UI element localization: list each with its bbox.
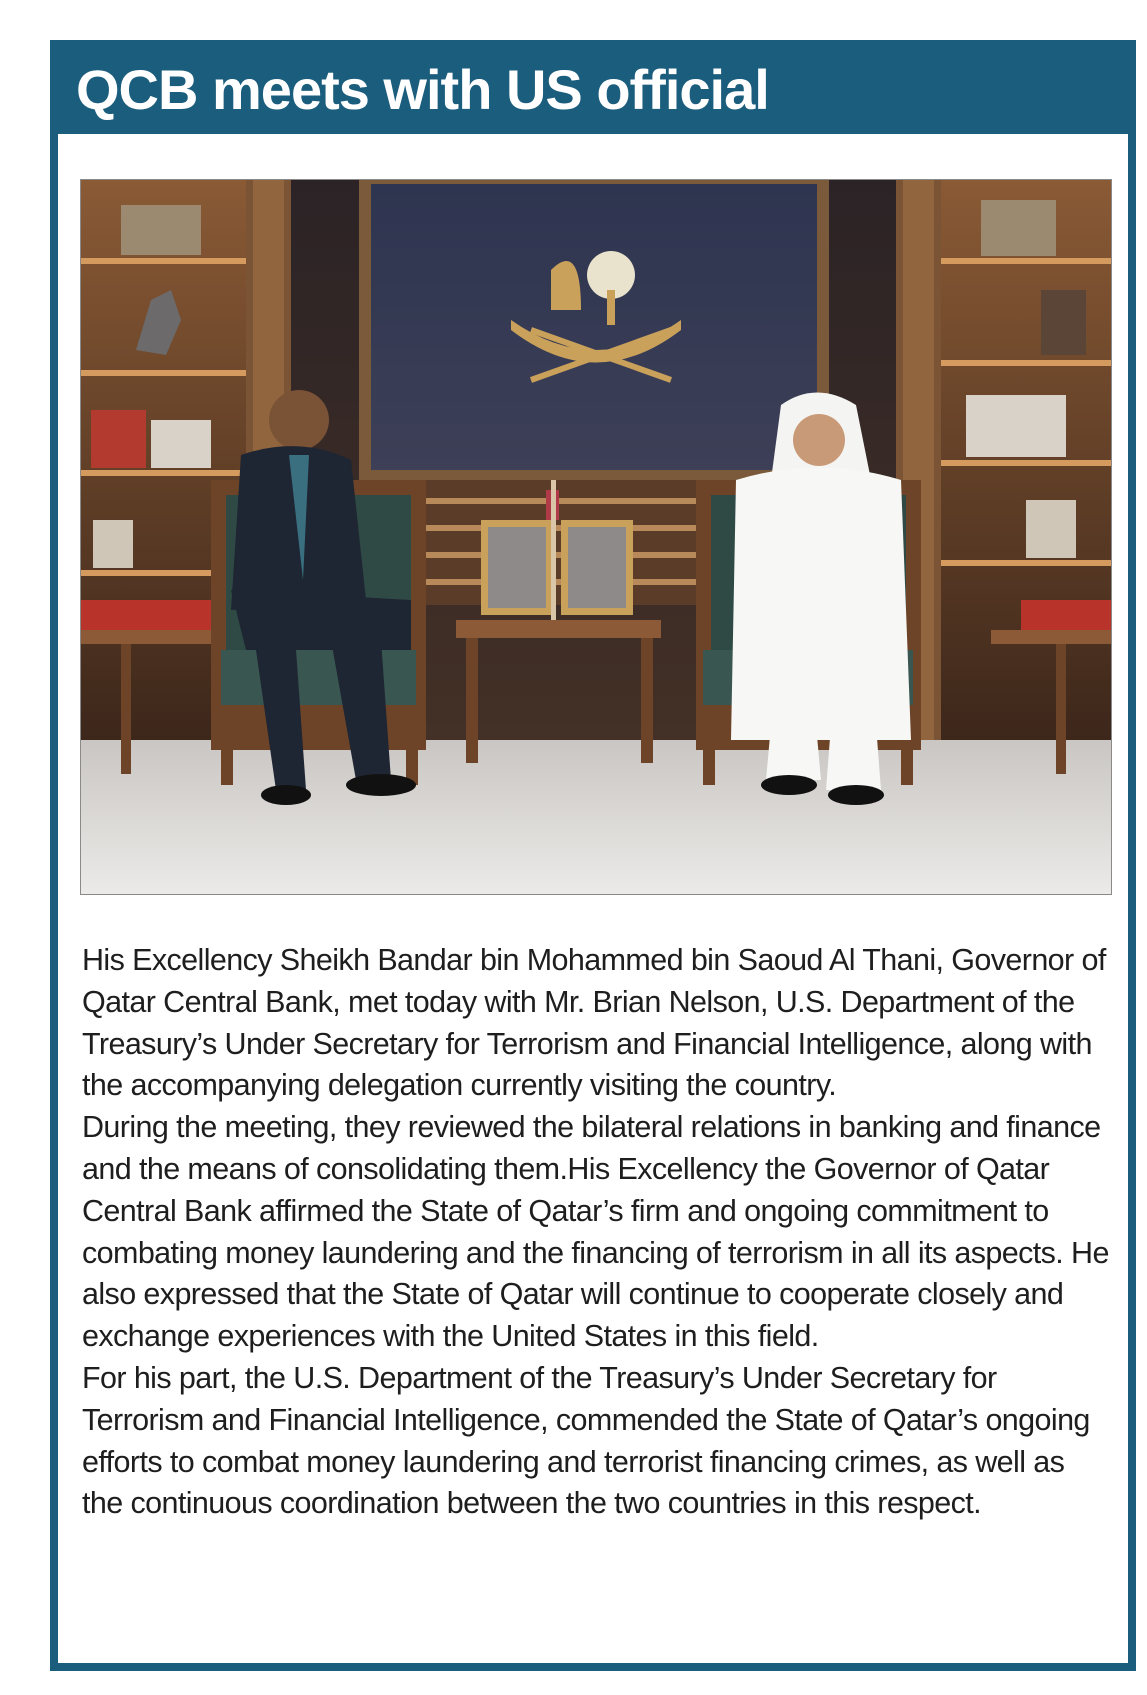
article-paragraph-3: For his part, the U.S. Department of the Treasury’s Under Secretary for Terrorism and Financial Intelligence, commended the State of Qatar’s ongoing efforts to combat money laundering and terrorist financing crimes, as well as the continuous coordination between the two countries in this respect. bbox=[82, 1360, 1090, 1521]
headline-bar bbox=[58, 48, 1128, 134]
meeting-photo-illustration bbox=[81, 180, 1111, 894]
meeting-photo bbox=[80, 179, 1112, 895]
article-paragraph-1: His Excellency Sheikh Bandar bin Mohammed bin Saoud Al Thani, Governor of Qatar Central Bank, met today with Mr. Brian Nelson, U.S. Department of the Treasury’s Under Secretary for Terrorism and Financial Intelligence, along with the accompanying delegation currently visiting the country. bbox=[82, 943, 1106, 1103]
headline: QCB meets with US official bbox=[76, 58, 769, 121]
article-body bbox=[82, 940, 1112, 1525]
article-frame bbox=[50, 40, 1136, 1671]
article-paragraph-2: During the meeting, they reviewed the bilateral relations in banking and finance and the means of consolidating them.His Excellency the Governor of Qatar Central Bank affirmed the State of Qatar’s firm and ongoing commitment to combating money laundering and the financing of terrorism in all its aspects. He also expressed that the State of Qatar will continue to cooperate closely and exchange experiences with the United States in this field. bbox=[82, 1110, 1109, 1354]
